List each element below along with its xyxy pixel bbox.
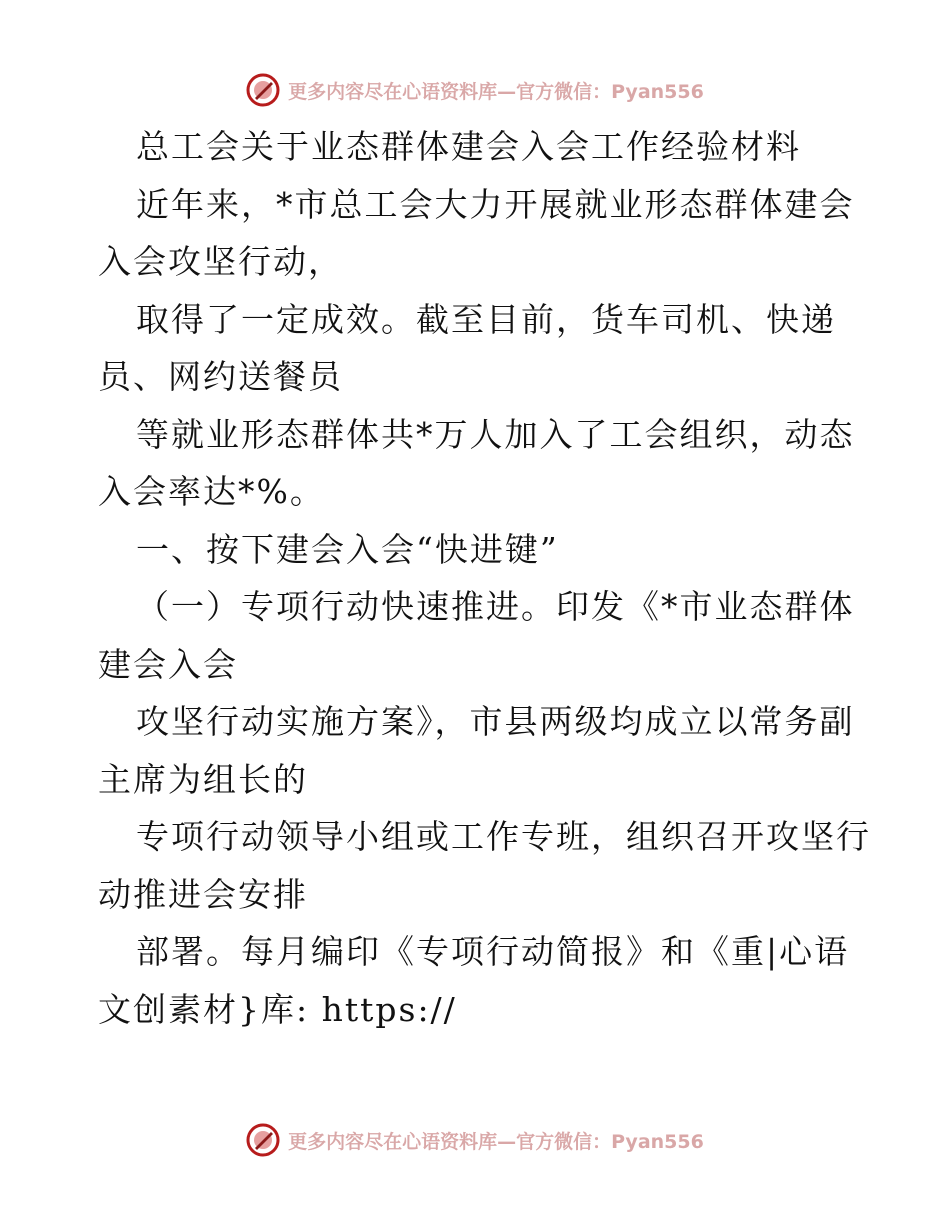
footer-watermark [0,1120,950,1160]
watermark-text: 更多内容尽在心语资料库—官方微信：Pyan556 [288,1130,704,1153]
paragraph-line: 近年来，*市总工会大力开展就业形态群体建会 [136,184,855,224]
paragraph-line: 员、网约送餐员 [98,357,343,396]
document-title: 总工会关于业态群体建会入会工作经验材料 [136,127,801,166]
paragraph-line: 入会攻坚行动， [98,242,343,281]
paragraph-line: 专项行动领导小组或工作专班，组织召开攻坚行 [136,817,871,856]
paragraph-line: 等就业形态群体共*万人加入了工会组织，动态 [136,414,855,454]
paragraph-line: 建会入会 [98,644,238,684]
paragraph-line: 取得了一定成效。截至目前，货车司机、快递 [136,299,836,339]
section-heading: 一、按下建会入会“快进键” [136,529,559,569]
paragraph-line: 动推进会安排 [98,874,308,914]
subsection-heading: （一）专项行动快速推进。印发《*市业态群体 [136,587,855,626]
logo-icon [246,73,280,107]
paragraph-line: 入会率达*%。 [98,472,325,511]
paragraph-line: 部署。每月编印《专项行动简报》和《重|心语 [136,932,850,971]
document-body [98,118,871,1038]
paragraph-line: 主席为组长的 [98,759,308,799]
paragraph-line: 文创素材}库: https:// [98,989,457,1029]
paragraph-line: 攻坚行动实施方案》，市县两级均成立以常务副 [136,702,855,741]
header-watermark [0,70,950,110]
watermark-text: 更多内容尽在心语资料库—官方微信：Pyan556 [288,80,704,103]
logo-icon [246,1123,280,1157]
